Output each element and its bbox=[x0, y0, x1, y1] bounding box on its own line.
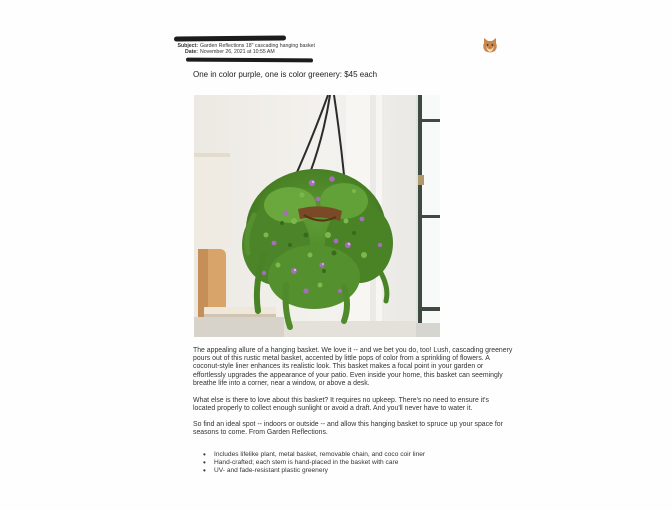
date-value: November 26, 2021 at 10:55 AM bbox=[200, 49, 275, 55]
subject-label: Subject: bbox=[177, 43, 198, 49]
offer-text: One in color purple, one is color greenery: $45 each bbox=[193, 70, 378, 79]
date-label: Date: bbox=[185, 49, 198, 55]
redaction-bar-top bbox=[174, 35, 286, 41]
feature-list bbox=[203, 451, 425, 475]
feature-item: • Hand-crafted; each stem is hand-placed in the basket with care bbox=[203, 459, 425, 467]
feature-item: • UV- and fade-resistant plastic greenery bbox=[203, 467, 425, 475]
description-paragraph-2: What else is there to love about this basket? It requires no upkeep. There's no need to ensure it's located properly to collect enough sunlight or avoid a draft. And you'll never have to water it. bbox=[193, 397, 489, 413]
description-paragraph-3: So find an ideal spot -- indoors or outside -- and allow this hanging basket to spruce up your space for seasons to come. From Garden Reflections. bbox=[193, 421, 503, 437]
hanging-basket-illustration bbox=[194, 95, 440, 337]
description-paragraph-1: The appealing allure of a hanging basket. We love it -- and we bet you do, too! Lush, cascading greenery pours out of this rustic metal basket, accented by little pops of color from a sprinkling of flowers. A coconut-style liner enhances its realistic look. This basket makes a focal point in your garden or effortlessly upgrades the appearance of your patio. Even inside your home, this basket can seemingly breathe life into a corner, near a window, or above a desk. bbox=[193, 347, 513, 387]
cat-avatar-icon bbox=[481, 37, 499, 54]
email-date-line bbox=[174, 49, 275, 55]
feature-item: • Includes lifelike plant, metal basket, removable chain, and coco coir liner bbox=[203, 451, 425, 459]
subject-value: Garden Reflections 18" cascading hanging basket bbox=[200, 43, 315, 49]
redaction-bar-bottom bbox=[186, 58, 313, 63]
product-photo bbox=[194, 95, 440, 337]
